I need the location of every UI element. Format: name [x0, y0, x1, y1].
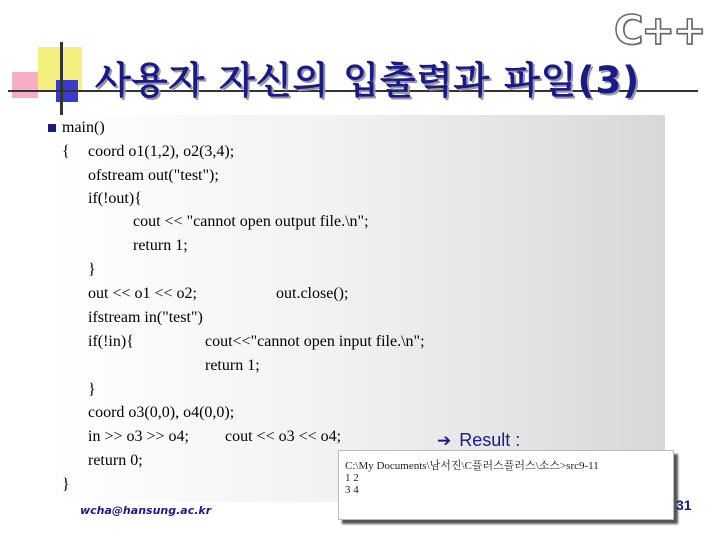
console-output-window: [338, 450, 674, 520]
code-line: coord o3(0,0), o4(0,0);: [88, 404, 235, 421]
console-line: C:\My Documents\남서진\C플러스플러스\소스>src9-11: [345, 460, 599, 472]
page-number: 31: [676, 497, 692, 513]
arrow-right-icon: ➔: [437, 431, 452, 450]
code-line: cout << "cannot open output file.\n";: [133, 213, 369, 230]
slide-title: 사용자 자신의 입출력과 파일(3): [95, 59, 641, 102]
code-line: return 1;: [133, 237, 188, 254]
code-line: return 0;: [88, 452, 143, 469]
code-line: if(!in){: [88, 333, 134, 350]
decorative-pink-square: [12, 72, 38, 98]
code-line: return 1;: [205, 357, 260, 374]
code-line: {: [62, 143, 70, 160]
code-line: cout<<"cannot open input file.\n";: [205, 333, 425, 350]
cpp-logo: C++: [614, 8, 705, 54]
code-line: main(): [62, 119, 105, 136]
code-line: }: [88, 381, 96, 398]
code-line: ofstream out("test");: [88, 167, 219, 184]
decorative-vertical-line: [60, 42, 63, 122]
footer-email: wcha@hansung.ac.kr: [80, 504, 212, 517]
code-line: out.close();: [276, 285, 349, 302]
code-line: }: [62, 476, 70, 493]
code-line: out << o1 << o2;: [88, 285, 197, 302]
code-line: in >> o3 >> o4;: [88, 428, 189, 445]
console-line: 1 2: [345, 472, 359, 484]
code-line: coord o1(1,2), o2(3,4);: [88, 143, 235, 160]
bullet-square-icon: [48, 124, 56, 132]
result-label-text: Result :: [459, 430, 521, 450]
result-label: [437, 430, 520, 451]
code-line: if(!out){: [88, 190, 142, 207]
console-line: 3 4: [345, 484, 359, 496]
code-line: ifstream in("test"): [88, 309, 203, 326]
code-line: }: [88, 261, 96, 278]
code-line: cout << o3 << o4;: [225, 428, 342, 445]
